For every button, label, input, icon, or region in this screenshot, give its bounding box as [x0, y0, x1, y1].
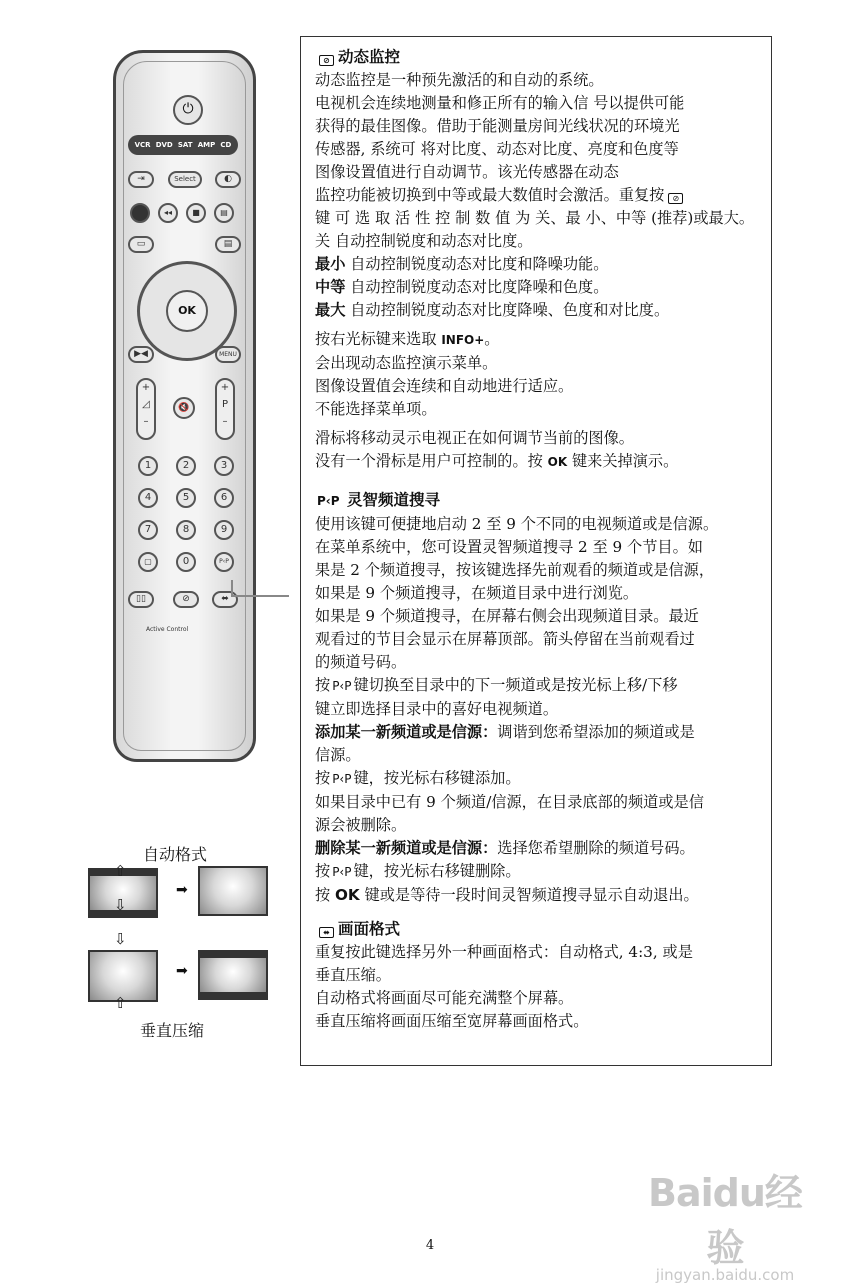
- section1-line: 传感器, 系统可 将对比度、动态对比度、亮度和色度等: [315, 140, 679, 158]
- info-icon: ▤: [215, 236, 241, 253]
- baidu-watermark: [630, 1162, 820, 1284]
- picture-format-icon: ⬌: [319, 927, 334, 938]
- add-channel-line: 信源。: [315, 746, 361, 764]
- section2-line: 的频道号码。: [315, 653, 407, 671]
- picture-format-icon: ⬌: [212, 591, 238, 608]
- program-label: P: [221, 399, 229, 410]
- remote-control-illustration: [113, 50, 256, 762]
- volume-minus: –: [143, 416, 149, 427]
- delete-channel-line: 删除某一新频道或是信源：选择您希望删除的频道号码。: [315, 839, 695, 857]
- digit-2: 2: [176, 456, 196, 476]
- page-number: 4: [425, 1238, 435, 1253]
- active-control-icon: ⊘: [668, 193, 683, 204]
- menu-button: MENU: [215, 346, 241, 363]
- digit-3: 3: [214, 456, 234, 476]
- expand-down-arrow-icon: ⇩: [114, 896, 127, 914]
- baidu-url: jingyan.baidu.com: [655, 1266, 795, 1284]
- option-off: 关 自动控制锐度和动态对比度。: [315, 232, 533, 250]
- source-button-sat: SAT: [177, 141, 193, 149]
- auto-format-after-image: [198, 866, 268, 916]
- input-icon: ⇥: [128, 171, 154, 188]
- program-rocker: [215, 378, 235, 440]
- section3-line: 重复按此键选择另外一种画面格式：自动格式, 4:3, 或是: [315, 943, 693, 961]
- volume-icon: ◿: [142, 399, 150, 410]
- section2-line: 如果是 9 个频道搜寻，在屏幕右侧会出现频道目录。最近: [315, 607, 699, 625]
- section1-line: 监控功能被切换到中等或最大数值时会激活。重复按 ⊘: [315, 184, 759, 207]
- source-button-vcr: VCR: [134, 141, 151, 149]
- list-full-line: 源会被删除。: [315, 816, 407, 834]
- section2-line: 果是 2 个频道搜寻，按该键选择先前观看的频道或是信源，: [315, 561, 715, 579]
- standby-icon: ◐: [215, 171, 241, 188]
- dual-screen-icon: ▯▯: [128, 591, 154, 608]
- auto-format-label: 自动格式: [143, 845, 208, 864]
- digit-8: 8: [176, 520, 196, 540]
- active-control-icon: ⊘: [173, 591, 199, 608]
- add-channel-line: 添加某一新频道或是信源：调谐到您希望添加的频道或是: [315, 723, 695, 741]
- active-control-icon: ⊘: [319, 55, 334, 66]
- digit-1: 1: [138, 456, 158, 476]
- volume-rocker: [136, 378, 156, 440]
- section2-line: 在菜单系统中，您可设置灵智频道搜寻 2 至 9 个节目。如: [315, 538, 703, 556]
- option-max: 最大 自动控制锐度动态对比度降噪、色度和对比度。: [315, 301, 670, 319]
- source-button-dvd: DVD: [155, 141, 173, 149]
- section1-line: 获得的最佳图像。借助于能测量房间光线状况的环境光: [315, 117, 680, 135]
- source-button-row: [128, 135, 238, 155]
- smart-picture-icon: ▭: [128, 236, 154, 253]
- section1-line: 键 可 选 取 活 性 控 制 数 值 为 关、最 小、中等 (推荐)或最大。: [315, 209, 755, 227]
- section2-line: 使用该键可便捷地启动 2 至 9 个不同的电视频道或是信源。: [315, 515, 719, 533]
- ok-button: OK: [166, 290, 208, 332]
- digit-4: 4: [138, 488, 158, 508]
- option-mid: 中等 自动控制锐度动态对比度降噪和色度。: [315, 278, 609, 296]
- right-arrow-icon: ➡: [176, 882, 188, 898]
- section2-line: 观看过的节目会显示在屏幕顶部。箭头停留在当前观看过: [315, 630, 695, 648]
- exit-line: 没有一个滑标是用户可控制的。按 OK 键来关掉演示。: [315, 452, 679, 470]
- option-min: 最小 自动控制锐度动态对比度和降噪功能。: [315, 255, 609, 273]
- select-button: Select: [168, 171, 202, 188]
- section1-line: 不能选择菜单项。: [315, 400, 437, 418]
- list-full-line: 如果目录中已有 9 个频道/信源，在目录底部的频道或是信: [315, 793, 704, 811]
- section1-line: 动态监控是一种预先激活的和自动的系统。: [315, 71, 604, 89]
- info-line: 按右光标键来选取 INFO+。: [315, 330, 500, 348]
- teletext-icon: ▤: [214, 203, 234, 223]
- baidu-logo: Baidu经验: [648, 1171, 802, 1270]
- section2-line: 如果是 9 个频道搜寻，在频道目录中进行浏览。: [315, 584, 639, 602]
- section3-line: 垂直压缩。: [315, 966, 391, 984]
- rewind-icon: ◂◂: [158, 203, 178, 223]
- section-picture-format-title: ⬌ 画面格式: [315, 917, 759, 941]
- digit-5: 5: [176, 488, 196, 508]
- pointer-line-vertical: [231, 580, 233, 596]
- section1-line: 电视机会连续地测量和修正所有的输入信 号以提供可能: [315, 94, 685, 112]
- digit-9: 9: [214, 520, 234, 540]
- section3-line: 自动格式将画面尽可能充满整个屏幕。: [315, 989, 574, 1007]
- press-line: 按 P‹P 键切换至目录中的下一频道或是按光标上移/下移: [315, 676, 678, 694]
- stop-icon: ■: [186, 203, 206, 223]
- press-line: 键立即选择目录中的喜好电视频道。: [315, 700, 558, 718]
- right-arrow-icon: ➡: [176, 963, 188, 979]
- mute-icon: 🔇: [173, 397, 195, 419]
- ok-exit-line: 按 OK 键或是等待一段时间灵智频道搜寻显示自动退出。: [315, 886, 699, 904]
- squeeze-up-arrow-icon: ⇧: [114, 994, 127, 1012]
- vertical-squeeze-label: 垂直压缩: [140, 1021, 205, 1040]
- pointer-line: [231, 595, 289, 597]
- section1-line: 会出现动态监控演示菜单。: [315, 354, 498, 372]
- squeeze-down-arrow-icon: ⇩: [114, 930, 127, 948]
- pp-button: P‹P: [214, 552, 234, 572]
- section3-line: 垂直压缩将画面压缩至宽屏幕画面格式。: [315, 1012, 589, 1030]
- vertical-squeeze-after-image: [198, 950, 268, 1000]
- digit-6: 6: [214, 488, 234, 508]
- program-minus: –: [222, 416, 228, 427]
- digit-7: 7: [138, 520, 158, 540]
- volume-plus: +: [141, 382, 151, 393]
- source-button-amp: AMP: [197, 141, 216, 149]
- active-control-label: Active Control: [146, 626, 189, 633]
- digit-0: 0: [176, 552, 196, 572]
- record-icon: [130, 203, 150, 223]
- source-button-cd: CD: [220, 141, 232, 149]
- expand-up-arrow-icon: ⇧: [114, 862, 127, 880]
- delete-press-line: 按 P‹P 键，按光标右移键删除。: [315, 862, 521, 880]
- add-press-line: 按 P‹P 键，按光标右移键添加。: [315, 769, 521, 787]
- section1-line: 图像设置值会连续和自动地进行适应。: [315, 377, 574, 395]
- section-smart-surf-title: P‹P 灵智频道搜寻: [317, 491, 440, 509]
- section1-line: 图像设置值进行自动调节。该光传感器在动态: [315, 163, 619, 181]
- freeze-icon: ▶◀: [128, 346, 154, 363]
- instruction-text-box: [300, 36, 772, 1066]
- power-icon: ⏻: [173, 95, 203, 125]
- teletext-digit-icon: ▢: [138, 552, 158, 572]
- section-active-control-title: ⊘ 动态监控: [315, 45, 759, 69]
- program-plus: +: [220, 382, 230, 393]
- slider-line: 滑标将移动灵示电视正在如何调节当前的图像。: [315, 429, 634, 447]
